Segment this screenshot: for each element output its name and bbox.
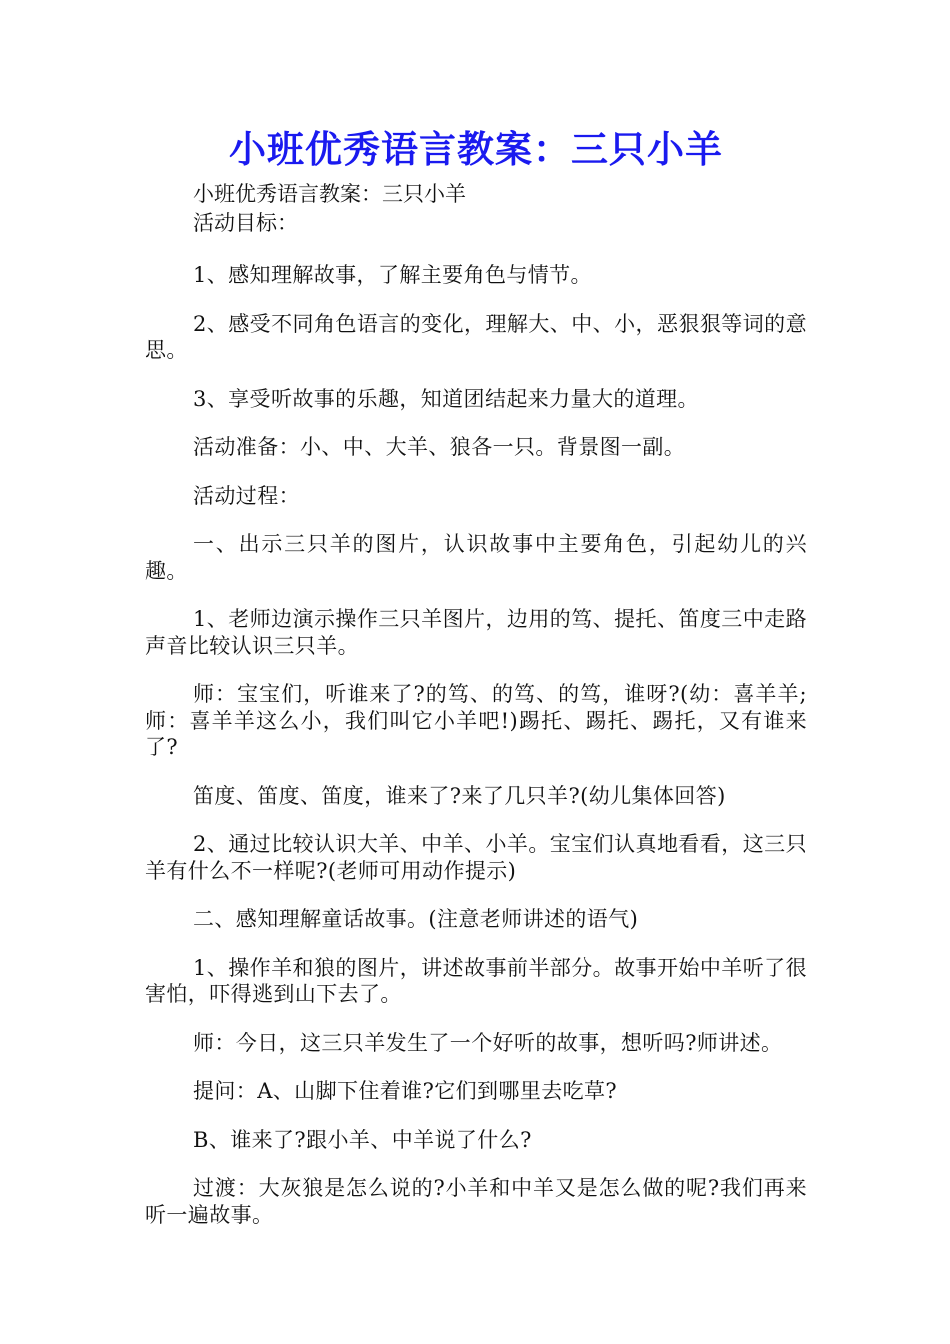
paragraph: 师：宝宝们，听谁来了?的笃、的笃、的笃，谁呀?(幼：喜羊羊;师：喜羊羊这么小，我们叫它小羊吧!)踢托、踢托、踢托，又有谁来了? [145, 682, 807, 759]
section-heading: 活动目标： [193, 211, 298, 235]
paragraph: 1、老师边演示操作三只羊图片，边用的笃、提托、笛度三中走路声音比较认识三只羊。 [145, 607, 807, 658]
paragraph: 2、通过比较认识大羊、中羊、小羊。宝宝们认真地看看，这三只羊有什么不一样呢?(老师可用动作提示) [145, 832, 807, 883]
document-subtitle: 小班优秀语言教案：三只小羊 [193, 182, 466, 206]
paragraph: 活动准备：小、中、大羊、狼各一只。背景图一副。 [193, 435, 686, 459]
paragraph: 笛度、笛度、笛度，谁来了?来了几只羊?(幼儿集体回答) [193, 783, 726, 808]
paragraph: 1、感知理解故事，了解主要角色与情节。 [193, 263, 592, 287]
document-header [145, 180, 807, 238]
paragraph: 1、操作羊和狼的图片，讲述故事前半部分。故事开始中羊听了很害怕，吓得逃到山下去了。 [145, 955, 807, 1006]
paragraph: 过渡：大灰狼是怎么说的?小羊和中羊又是怎么做的呢?我们再来听一遍故事。 [145, 1176, 807, 1227]
paragraph: 活动过程： [193, 483, 300, 508]
paragraph: 提问：A、山脚下住着谁?它们到哪里去吃草? [193, 1079, 618, 1103]
document-title: 小班优秀语言教案：三只小羊 [229, 127, 723, 171]
document-page [145, 118, 807, 1228]
paragraph: 一、出示三只羊的图片，认识故事中主要角色，引起幼儿的兴趣。 [145, 532, 807, 583]
paragraph: B、谁来了?跟小羊、中羊说了什么? [193, 1127, 532, 1152]
paragraph: 2、感受不同角色语言的变化，理解大、中、小，恶狠狠等词的意思。 [145, 311, 807, 362]
paragraph: 师：今日，这三只羊发生了一个好听的故事，想听吗?师讲述。 [193, 1030, 783, 1055]
paragraph: 3、享受听故事的乐趣，知道团结起来力量大的道理。 [193, 386, 699, 411]
paragraph: 二、感知理解童话故事。(注意老师讲述的语气) [193, 907, 639, 931]
